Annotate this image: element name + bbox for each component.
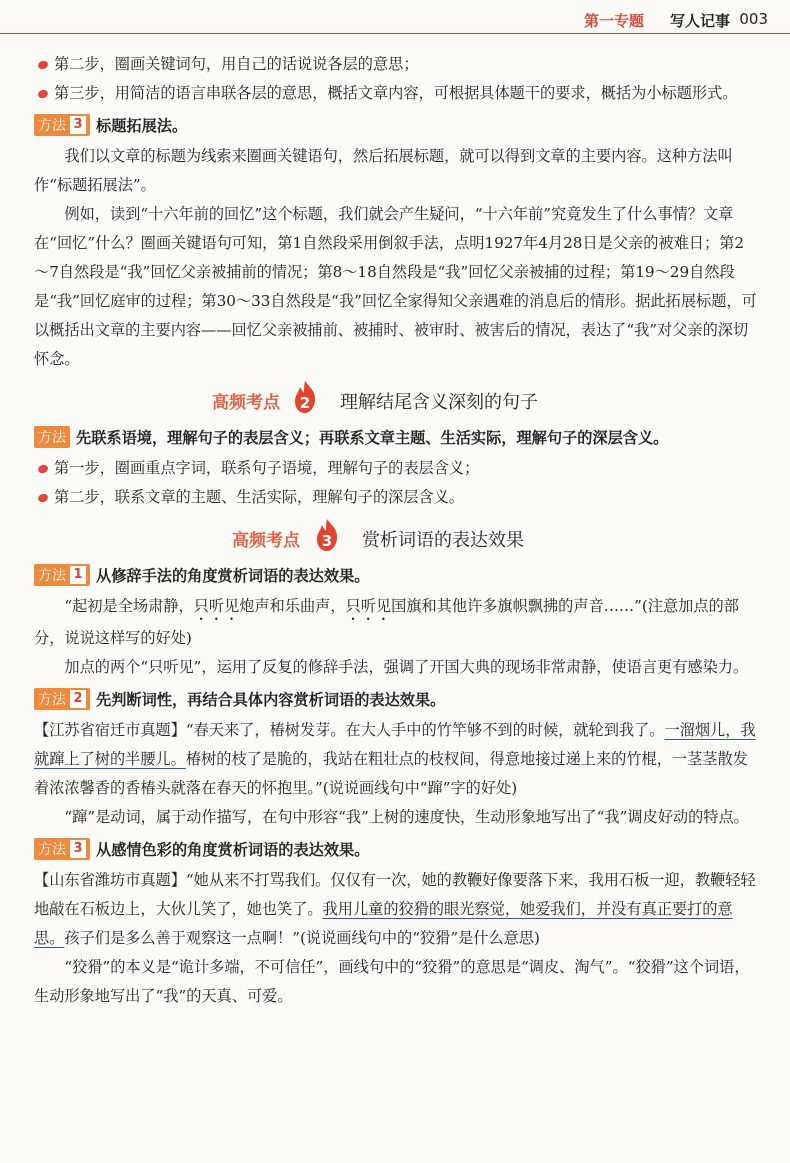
method-tag-label: 方法 xyxy=(38,568,66,584)
bullet-text: 第二步，圈画关键词句，用自己的话说说各层的意思； xyxy=(54,55,419,73)
dotted-word: 只听见 xyxy=(345,597,392,615)
bullet-icon xyxy=(34,454,54,483)
section-heading xyxy=(34,518,759,558)
method-number: 2 xyxy=(70,690,86,708)
list-item xyxy=(34,454,759,483)
underlined-sentence: 一溜烟儿，我就蹿上了树的半腰儿。 xyxy=(34,721,756,768)
method-number: 1 xyxy=(70,566,86,584)
question-paragraph xyxy=(34,866,759,953)
section-title: 理解结尾含义深刻的句子 xyxy=(340,392,538,413)
method-heading xyxy=(34,560,759,590)
method-tag-label: 方法 xyxy=(38,842,66,858)
paragraph: 我们以文章的标题为线索来圈画关键语句，然后拓展标题，就可以得到文章的主要内容。这种方法叫作“标题拓展法”。 xyxy=(34,147,733,194)
method-tag xyxy=(34,114,90,136)
bullet-text: 第二步，联系文章的主题、生活实际，理解句子的深层含义。 xyxy=(54,488,465,506)
method-title: 从感情色彩的角度赏析词语的表达效果。 xyxy=(96,840,370,859)
method-number: 3 xyxy=(70,840,86,858)
method-heading xyxy=(34,684,759,714)
quote-text: 椿树的枝了是脆的，我站在粗壮点的枝杈间，得意地接过递上来的竹棍，一茎茎散发着浓浓馨香的香椿头就落在春天的怀抱里。”(说说画线句中“蹿”字的好处) xyxy=(34,750,748,797)
method-tag-label: 方法 xyxy=(38,692,66,708)
quote-text: 【山东省潍坊市真题】“她从来不打骂我们。仅仅有一次，她的教鞭好像要落下来，我用石板一迎，教鞭轻轻地敲在石板边上，大伙儿笑了，她也笑了。 xyxy=(34,871,756,918)
page-header xyxy=(0,0,790,36)
bullet-icon xyxy=(34,79,54,108)
answer-paragraph: 加点的两个“只听见”，运用了反复的修辞手法，强调了开国大典的现场非常肃静，使语言更有感染力。 xyxy=(64,658,749,676)
page-content xyxy=(34,50,759,1011)
bullet-icon xyxy=(34,50,54,79)
quote-text: 炮声和乐曲声， xyxy=(239,597,346,615)
method-heading xyxy=(34,422,759,452)
section-number: 2 xyxy=(299,394,311,412)
bullet-icon xyxy=(34,483,54,512)
flame-icon xyxy=(314,518,340,552)
list-item xyxy=(34,79,759,108)
section-label: 高频考点 xyxy=(212,393,280,413)
section-heading xyxy=(34,380,759,420)
answer-paragraph: “狡猾”的本义是“诡计多端，不可信任”，画线句中的“狡猾”的意思是“调皮、淘气”。“狡猾”这个词语，生动形象地写出了“我”的天真、可爱。 xyxy=(34,958,750,1005)
flame-icon xyxy=(292,380,318,414)
section-number: 3 xyxy=(321,532,333,550)
question-paragraph xyxy=(34,716,759,803)
dotted-word: 只听见 xyxy=(193,597,240,615)
bullet-text: 第一步，圈画重点字词，联系句子语境，理解句子的表层含义； xyxy=(54,459,480,477)
section-title: 赏析词语的表达效果 xyxy=(362,530,524,551)
header-divider xyxy=(0,33,790,34)
method-number: 3 xyxy=(70,116,86,134)
header-topic: 第一专题 xyxy=(583,12,644,30)
quote-text: 孩子们是多么善于观察这一点啊！”(说说画线句中的“狡猾”是什么意思) xyxy=(64,929,540,947)
question-paragraph xyxy=(34,592,759,653)
quote-text: 【江苏省宿迁市真题】“春天来了，椿树发芽。在大人手中的竹竿够不到的时候，就轮到我了。 xyxy=(34,721,665,739)
list-item xyxy=(34,483,759,512)
method-tag xyxy=(34,688,90,710)
section-label: 高频考点 xyxy=(232,531,300,551)
paragraph: 例如，读到“十六年前的回忆”这个标题，我们就会产生疑问，“十六年前”究竟发生了什么事情？文章在“回忆”什么？圈画关键语句可知，第1自然段采用倒叙手法，点明1927年4月28日是父亲的被难日；第2～7自然段是“我”回忆父亲被捕前的情况；第8～18自然段是“我”回忆父亲被捕的过程；第19～29自然段是“我”回忆庭审的过程；第30～33自然段是“我”回忆全家得知父亲遇难的消息后的情形。据此拓展标题，可以概括出文章的主要内容——回忆父亲被捕前、被捕时、被审时、被害后的情况，表达了“我”对父亲的深切怀念。 xyxy=(34,205,757,368)
list-item xyxy=(34,50,759,79)
method-tag-label: 方法 xyxy=(38,118,66,134)
bullet-text: 第三步，用简洁的语言串联各层的意思，概括文章内容，可根据具体题干的要求，概括为小标题形式。 xyxy=(54,84,738,102)
underlined-sentence: 我用儿童的狡猾的眼光察觉，她爱我们，并没有真正要打的意思。 xyxy=(34,900,733,947)
answer-paragraph: “蹿”是动词，属于动作描写，在句中形容“我”上树的速度快，生动形象地写出了“我”调皮好动的特点。 xyxy=(64,808,749,826)
method-tag xyxy=(34,426,70,448)
header-title: 写人记事 xyxy=(669,12,730,30)
method-title: 先判断词性，再结合具体内容赏析词语的表达效果。 xyxy=(96,690,446,709)
method-tag xyxy=(34,564,90,586)
method-heading xyxy=(34,834,759,864)
method-heading xyxy=(34,110,759,140)
quote-text: “起初是全场肃静， xyxy=(64,597,194,615)
method-tag xyxy=(34,838,90,860)
method-title: 标题拓展法。 xyxy=(96,116,188,135)
quote-text: 国旗和其他许多旗帜飘拂的声音……”(注意加点的部分，说说这样写的好处) xyxy=(34,597,739,647)
method-tag-label: 方法 xyxy=(38,430,66,446)
method-title: 先联系语境，理解句子的表层含义；再联系文章主题、生活实际，理解句子的深层含义。 xyxy=(76,428,669,447)
method-title: 从修辞手法的角度赏析词语的表达效果。 xyxy=(96,566,370,585)
page-number: 003 xyxy=(739,10,768,28)
